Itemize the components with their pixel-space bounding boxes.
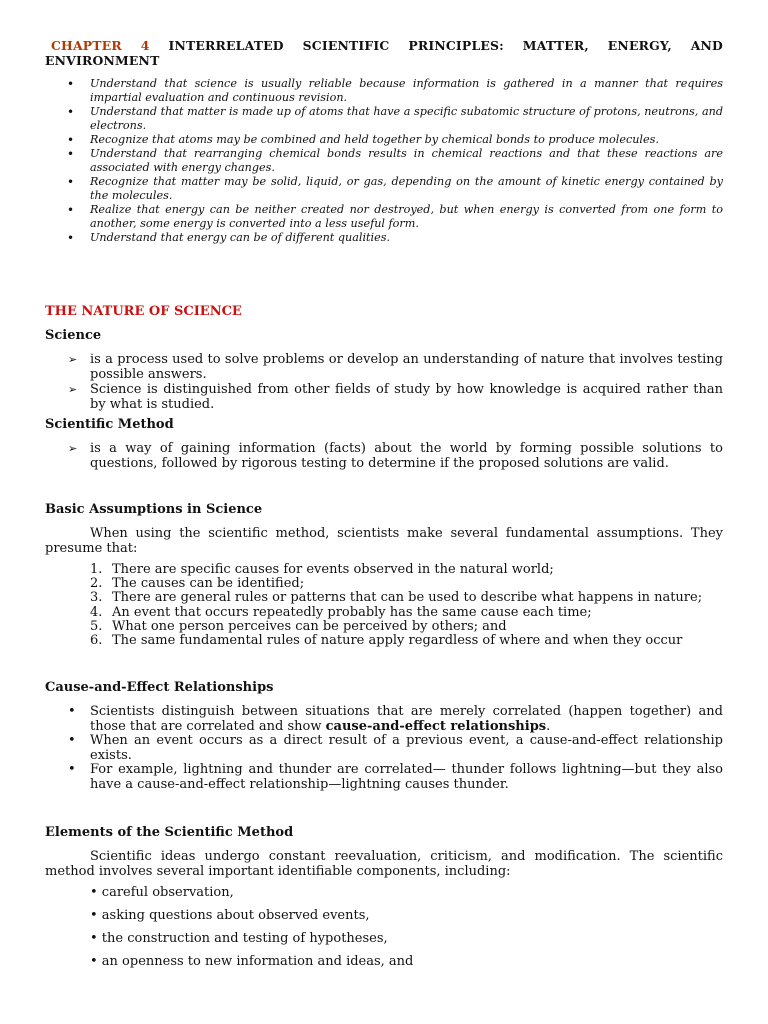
arrow-bullet-icon: ➢ (68, 383, 78, 396)
document-page (45, 38, 724, 969)
component-item: • careful observation, (90, 885, 234, 900)
arrow-bullet-icon: ➢ (68, 353, 78, 366)
objective-item: • Recognize that matter may be solid, liquid, or gas, depending on the amount of kinetic energy contained by the molecules. (90, 175, 723, 203)
list-item: ➢ Science is distinguished from other fields of study by how knowledge is acquired rather than by what is studied. (68, 382, 723, 412)
objective-item: • Realize that energy can be neither created nor destroyed, but when energy is converted from one form to another, some energy is converted into a less useful form. (90, 203, 723, 231)
learning-objectives (45, 77, 723, 245)
elements-intro: Scientific ideas undergo constant reevaluation, criticism, and modification. The scientific method involves several important identifiable components, including: (45, 849, 723, 879)
component-item: • the construction and testing of hypotheses, (90, 931, 388, 946)
list-item: • For example, lightning and thunder are correlated— thunder follows lightning—but they also have a cause-and-effect relationship—lightning causes thunder. (68, 762, 723, 792)
cause-effect-points (45, 705, 723, 793)
cause-effect-heading: Cause-and-Effect Relationships (45, 680, 274, 695)
method-points (45, 441, 723, 471)
component-item: • an openness to new information and ideas, and (90, 954, 414, 969)
assumptions-list (45, 563, 723, 648)
objective-item: • Understand that matter is made up of atoms that have a specific subatomic structure of protons, neutrons, and electrons. (90, 105, 723, 133)
bold-term: cause-and-effect relationships (325, 718, 547, 734)
list-item: • When an event occurs as a direct result of a previous event, a cause-and-effect relationship exists. (68, 733, 723, 763)
list-item: 2. The causes can be identified; (90, 576, 305, 592)
list-item: 4. An event that occurs repeatedly probably has the same cause each time; (90, 604, 592, 620)
elements-heading: Elements of the Scientific Method (45, 825, 294, 840)
objective-item: • Understand that energy can be of different qualities. (90, 231, 723, 245)
objective-item: • Recognize that atoms may be combined and held together by chemical bonds to produce molecules. (90, 133, 723, 147)
science-heading: Science (45, 328, 102, 343)
objective-item: • Understand that science is usually reliable because information is gathered in a manner that requires impartial evaluation and continuous revision. (90, 77, 723, 105)
chapter-label: CHAPTER 4 (51, 38, 150, 53)
arrow-bullet-icon: ➢ (68, 442, 78, 455)
objective-item: • Understand that rearranging chemical bonds results in chemical reactions and that these reactions are associated with energy changes. (90, 147, 723, 175)
list-item: 6. The same fundamental rules of nature apply regardless of where and when they occur (90, 633, 683, 649)
section-heading-nature-of-science: THE NATURE OF SCIENCE (45, 304, 242, 319)
list-item: 3. There are general rules or patterns that can be used to describe what happens in nature; (90, 590, 703, 606)
component-item: • asking questions about observed events, (90, 908, 370, 923)
list-item: 1. There are specific causes for events observed in the natural world; (90, 562, 554, 577)
list-item: ➢ is a process used to solve problems or develop an understanding of nature that involves testing possible answers. (68, 352, 723, 382)
chapter-title-line1: INTERRELATED SCIENTIFIC PRINCIPLES: MATTER, ENERGY, AND (168, 38, 724, 53)
scientific-method-heading: Scientific Method (45, 417, 174, 432)
chapter-title-line2: ENVIRONMENT (45, 53, 160, 68)
list-item: 5. What one person perceives can be perceived by others; and (90, 618, 507, 634)
science-points (45, 352, 723, 412)
list-item: ➢ is a way of gaining information (facts) about the world by forming possible solutions to questions, followed by rigorous testing to determine if the proposed solutions are valid. (68, 441, 723, 471)
assumptions-intro: When using the scientific method, scientists make several fundamental assumptions. They presume that: (45, 526, 723, 556)
basic-assumptions-heading: Basic Assumptions in Science (45, 502, 263, 517)
chapter-title (45, 38, 723, 53)
list-item: • Scientists distinguish between situations that are merely correlated (happen together) and those that are correlated and show cause-and-effect relationships. (68, 704, 723, 734)
